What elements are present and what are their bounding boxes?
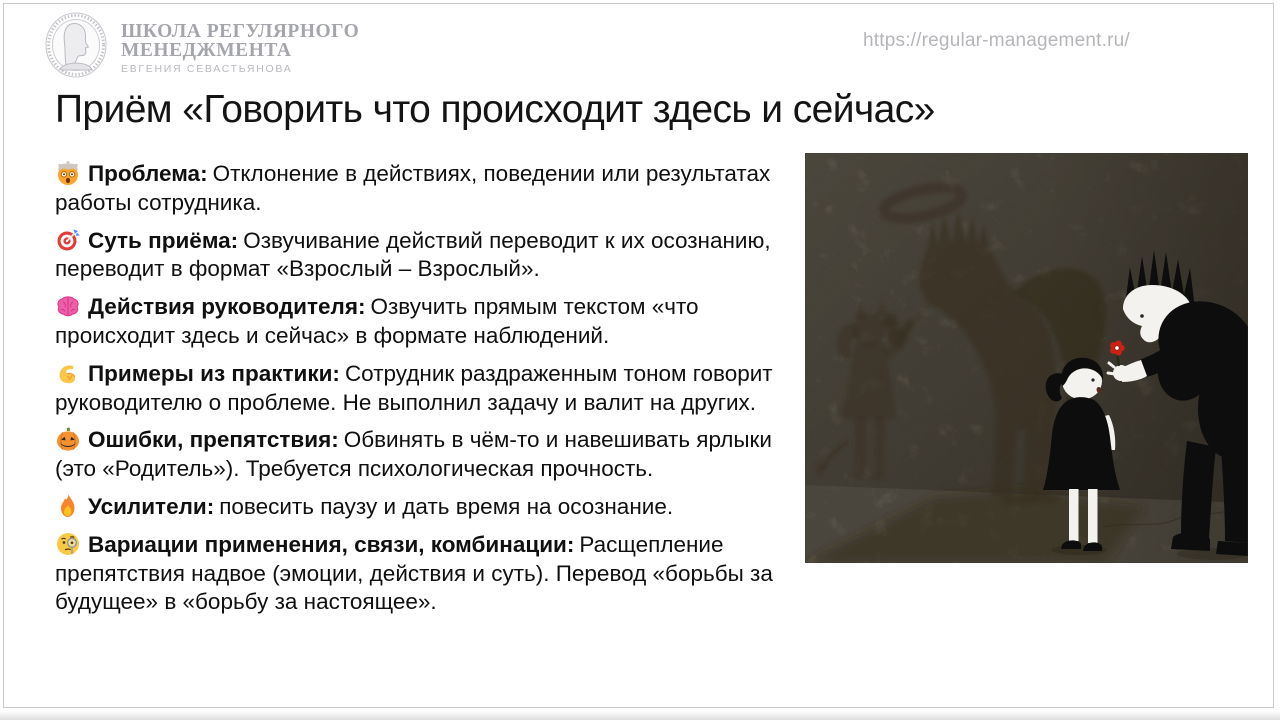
bullet-label: Примеры из практики:: [88, 360, 340, 386]
exploding-head-icon: [55, 160, 81, 186]
punk-flower-girl-image: [805, 153, 1248, 563]
bottom-shadow: [0, 711, 1280, 720]
logo-medallion-icon: [44, 11, 108, 79]
monocle-face-icon: [55, 531, 81, 557]
bullet-label: Действия руководителя:: [88, 294, 366, 320]
bullet-label: Вариации применения, связи, комбинации:: [88, 531, 575, 557]
bullet-label: Усилители:: [88, 493, 215, 519]
bullet-essence: [55, 227, 782, 285]
bullet-text: Обвинять в чём-то и навешивать ярлыки (это «Родитель»). Требуется психологическая прочность.: [55, 427, 772, 482]
logo-text: [121, 11, 359, 75]
logo-line2: МЕНЕДЖМЕНТА: [121, 40, 292, 61]
illustration: [805, 153, 1248, 563]
logo: [44, 11, 359, 79]
brain-icon: [55, 293, 81, 319]
bullet-text: Озвучивание действий переводит к их осознанию, переводит в формат «Взрослый – Взрослый».: [55, 227, 771, 282]
dart-target-icon: [55, 227, 81, 253]
bullet-text: повесить паузу и дать время на осознание.: [219, 493, 674, 519]
bullet-actions: [55, 293, 782, 351]
bullet-label: Ошибки, препятствия:: [88, 427, 339, 453]
bullet-problem: [55, 160, 782, 218]
bullet-label: Суть приёма:: [88, 227, 239, 253]
site-url: https://regular-management.ru/: [863, 30, 1130, 51]
jack-o-lantern-icon: [55, 426, 81, 452]
bullet-variations: [55, 531, 782, 617]
bullet-text: Озвучить прямым текстом «что происходит здесь и сейчас» в формате наблюдений.: [55, 294, 699, 348]
logo-line1: ШКОЛА РЕГУЛЯРНОГО: [121, 21, 360, 42]
logo-line3: ЕВГЕНИЯ СЕВАСТЬЯНОВА: [121, 63, 293, 75]
bullet-label: Проблема:: [88, 161, 208, 186]
bullet-amplifiers: [55, 493, 782, 522]
flexed-biceps-icon: [55, 360, 81, 386]
bullet-text: Сотрудник раздраженным тоном говорит руководителю о проблеме. Не выполнил задачу и валит на других.: [55, 360, 773, 415]
page-title: Приём «Говорить что происходит здесь и сейчас»: [55, 88, 935, 131]
bullet-examples: [55, 360, 782, 418]
bullet-text: Расщепление препятствия надвое (эмоции, действия и суть). Перевод «борьбы за будущее» в «борьбу за настоящее».: [55, 531, 773, 615]
bullet-text: Отклонение в действиях, поведении или результатах работы сотрудника.: [55, 161, 771, 215]
bullet-list: [55, 160, 782, 626]
fire-icon: [55, 493, 81, 519]
bullet-mistakes: [55, 426, 782, 484]
